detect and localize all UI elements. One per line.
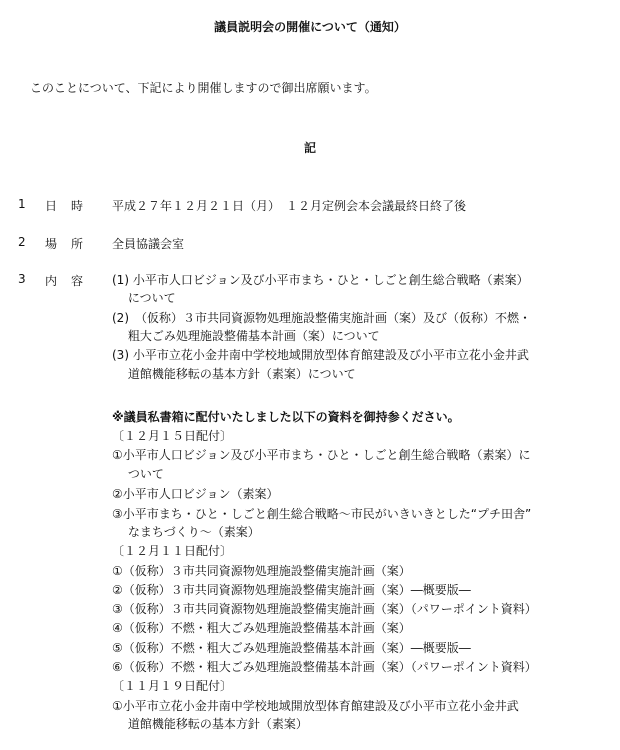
section-label-datetime: 日時	[45, 199, 98, 213]
group-2-date: 〔１２月１１日配付〕	[112, 544, 233, 558]
section-body-datetime: 平成２７年１２月２１日（月） １２月定例会本会議最終日終了後	[112, 199, 467, 213]
materials-notice: ※議員私書箱に配付いたしました以下の資料を御持参ください。	[112, 410, 460, 424]
intro-text: このことについて、下記により開催しますので御出席願います。	[30, 81, 377, 95]
group-2-item-3: ③（仮称）３市共同資源物処理施設整備実施計画（案）（パワーポイント資料）	[112, 602, 537, 616]
content-item-2-line-2: 粗大ごみ処理施設整備基本計画（案）について	[112, 329, 380, 343]
ki-heading: 記	[303, 141, 316, 155]
section-number-3: 3	[18, 272, 26, 286]
content-item-2-line-1: (2) （仮称）３市共同資源物処理施設整備実施計画（案）及び（仮称）不燃・	[112, 311, 532, 325]
group-2-item-2: ②（仮称）３市共同資源物処理施設整備実施計画（案）―概要版―	[112, 583, 471, 597]
section-number-1: 1	[18, 197, 26, 211]
group-1-item-3-line-1: ③小平市まち・ひと・しごと創生総合戦略〜市民がいきいきとした“プチ田舎”	[112, 507, 532, 521]
document-title: 議員説明会の開催について（通知）	[214, 20, 406, 34]
group-2-item-5: ⑤（仮称）不燃・粗大ごみ処理施設整備基本計画（案）―概要版―	[112, 641, 471, 655]
section-label-content: 内容	[45, 274, 98, 288]
group-2-item-1: ①（仮称）３市共同資源物処理施設整備実施計画（案）	[112, 564, 411, 578]
group-2-item-6: ⑥（仮称）不燃・粗大ごみ処理施設整備基本計画（案）（パワーポイント資料）	[112, 660, 537, 674]
content-item-3-line-1: (3) 小平市立花小金井南中学校地域開放型体育館建設及び小平市立花小金井武	[112, 348, 529, 362]
content-item-3-line-2: 道館機能移転の基本方針（素案）について	[112, 367, 356, 381]
section-body-place: 全員協議会室	[112, 237, 185, 251]
content-item-1-line-2: について	[112, 291, 176, 305]
group-2-item-4: ④（仮称）不燃・粗大ごみ処理施設整備基本計画（案）	[112, 621, 411, 635]
section-label-place: 場所	[45, 237, 98, 251]
content-item-1-line-1: (1) 小平市人口ビジョン及び小平市まち・ひと・しごと創生総合戦略（素案）	[112, 273, 529, 287]
group-1-item-3-line-2: なまちづくり〜（素案）	[112, 525, 260, 539]
group-3-date: 〔１１月１９日配付〕	[112, 679, 233, 693]
group-1-item-2: ②小平市人口ビジョン（素案）	[112, 487, 279, 501]
group-3-item-1-line-2: 道館機能移転の基本方針（素案）	[112, 717, 308, 731]
group-3-item-1-line-1: ①小平市立花小金井南中学校地域開放型体育館建設及び小平市立花小金井武	[112, 699, 519, 713]
section-number-2: 2	[18, 235, 26, 249]
group-1-item-1-line-2: ついて	[112, 467, 164, 481]
group-1-item-1-line-1: ①小平市人口ビジョン及び小平市まち・ひと・しごと創生総合戦略（素案）に	[112, 448, 531, 462]
group-1-date: 〔１２月１５日配付〕	[112, 429, 233, 443]
